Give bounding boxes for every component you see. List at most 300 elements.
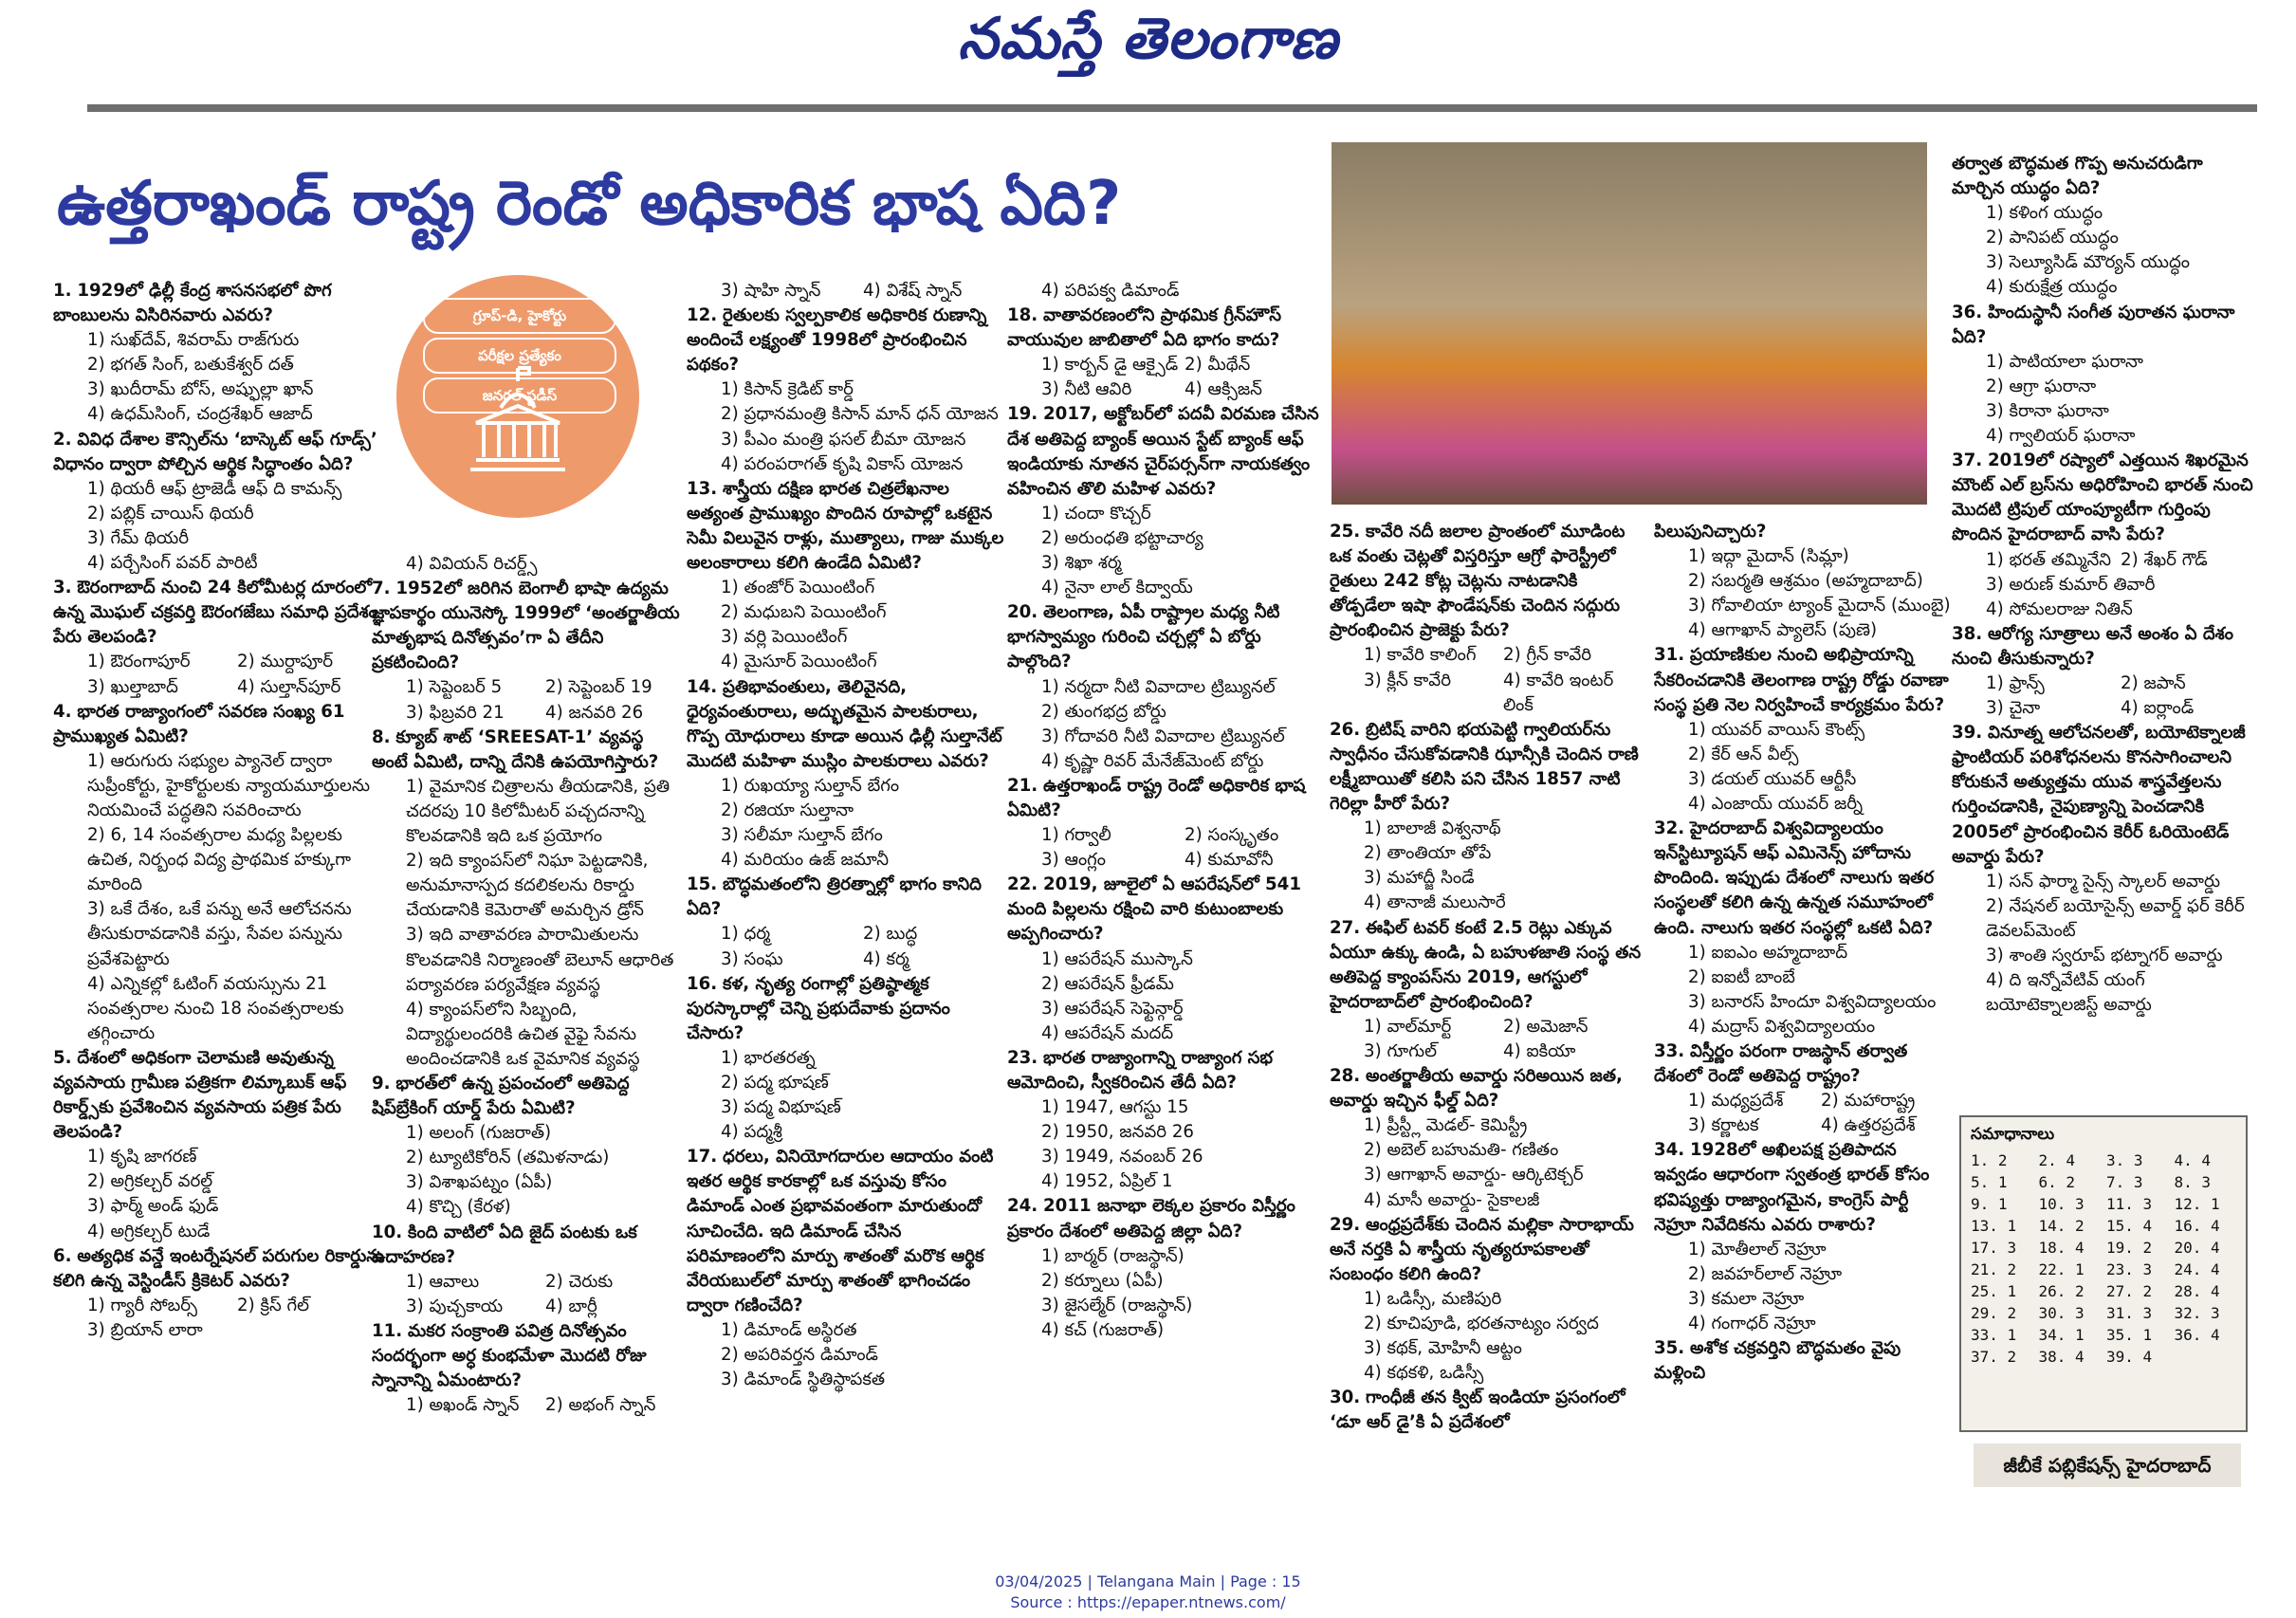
answer-cell: 22. 1 xyxy=(2038,1260,2085,1278)
option-label: 1) ఆపరేషన్ ముస్కాన్ xyxy=(1041,948,1193,969)
question-number: 39. xyxy=(1952,723,1983,744)
option-row xyxy=(1688,1113,1954,1138)
question-stem: హైదరాబాద్ విశ్వవిద్యాలయం ఇన్‌స్టిట్యూషన్ ఆఫ్ ఎమినెన్స్ హోదాను పొందింది. ఇప్పుడు దేశంలో నాలుగు ఇతర సంస్థలతో కలిగి ఉన్న ఉన్నత సమూహంలో ఉంది. నాలుగు ఇతర సంస్థల్లో ఒకటి ఏది? xyxy=(1654,818,1935,938)
question-item xyxy=(1330,1213,1643,1387)
option-label: 4) గ్వాలియర్ ఘరానా xyxy=(1986,426,2136,447)
question-number: 31. xyxy=(1654,645,1685,666)
option-label: 3) పద్మ విభూషణ్ xyxy=(721,1097,841,1118)
question-item xyxy=(1654,1336,1954,1386)
question-stem: 1952లో జరిగిన బెంగాలీ భాషా ఉద్యమ జ్ఞాపకార్థం యునెస్కో 1999లో ‘అంతర్జాతీయ మాతృభాష దినోత్సవం’గా ఏ తేదీని ప్రకటించింది? xyxy=(372,579,680,673)
option-label: 3) గోవాలియా ట్యాంక్ మైదాన్ (ముంబై) xyxy=(1688,596,1951,616)
option-row xyxy=(87,1294,387,1318)
question-item xyxy=(1952,721,2255,1018)
question-stem: భారత రాజ్యాంగాన్ని రాజ్యాంగ సభ ఆమోదించి, స్వీకరించిన తేదీ ఏది? xyxy=(1007,1047,1274,1093)
question-stem: విస్తీర్ణం పరంగా రాజస్థాన్ తర్వాత దేశంలో రెండో అతిపెద్ద రాష్ట్రం? xyxy=(1654,1040,1908,1087)
option-row xyxy=(1364,643,1643,668)
option-label: 3) గూగుల్ xyxy=(1364,1040,1437,1061)
option-label: 3) నీటి ఆవిరి xyxy=(1041,379,1132,400)
option-label: 4) కథకళి, ఒడిస్సీ xyxy=(1364,1363,1484,1384)
question-item xyxy=(372,1072,685,1221)
option-label: 2) మహారాష్ట్ర xyxy=(1821,1091,1916,1112)
question-column-6 xyxy=(1654,520,1954,1489)
option-label: 2) అరుంధతి భట్టాచార్య xyxy=(1041,527,1203,548)
question-item xyxy=(1007,1046,1328,1195)
option-label: 2) పబ్లిక్ చాయిస్ థియరీ xyxy=(87,503,254,524)
option-label: 2) అపరివర్తన డిమాండ్ xyxy=(721,1345,878,1366)
option-label: 1) గర్వాలీ xyxy=(1041,825,1111,846)
question-item xyxy=(1952,622,2255,721)
question-stem: తర్వాత బౌద్ధమత గొప్ప అనుచరుడిగా మార్చిన యుద్ధం ఏది? xyxy=(1952,154,2203,199)
question-text xyxy=(687,1145,1005,1318)
question-text xyxy=(687,972,1005,1046)
question-text xyxy=(1007,1194,1328,1243)
option-label: 4) ఐకియా xyxy=(1503,1040,1576,1061)
question-number: 18. xyxy=(1007,305,1038,326)
question-item xyxy=(53,428,387,577)
option-label: 1) బార్మర్ (రాజస్థాన్) xyxy=(1041,1245,1185,1266)
question-stem: కింది వాటిలో ఏది జైద్ పంటకు ఒక ఉదాహరణ? xyxy=(372,1222,637,1267)
question-number: 10. xyxy=(372,1222,403,1242)
option-label: 1) తంజోర్ పెయింటింగ్ xyxy=(721,578,875,598)
question-number: 9. xyxy=(372,1073,391,1094)
option-label: 4) మైసూర్ పెయింటింగ్ xyxy=(721,652,877,672)
question-item xyxy=(1007,1194,1328,1343)
option-label: 1) సన్ ఫార్మా సైన్స్ స్కాలర్ అవార్డు xyxy=(1986,871,2221,892)
question-number: 37. xyxy=(1952,450,1983,471)
answer-cell: 30. 3 xyxy=(2038,1304,2085,1322)
option-label: 3) బనారస్ హిందూ విశ్వవిద్యాలయం xyxy=(1688,991,1937,1012)
question-stem: శాస్త్రీయ దక్షిణ భారత చిత్రలేఖనాల అత్యంత ప్రాముఖ్యం పొందిన రూపాల్లో ఒకటైన సెమీ విలువైన రాళ్లు, ముత్యాలు, గాజు ముక్కల అలంకారాలు కలిగి ఉండేది ఏమిటి? xyxy=(687,478,1004,574)
option-label: 3) సెల్యూసిడ్ మౌర్యన్ యుద్ధం xyxy=(1986,252,2191,273)
option-label: 1) ఆవాలు xyxy=(406,1271,480,1292)
question-stem: అత్యధిక వన్డే ఇంటర్నేషనల్ పరుగుల రికార్డును కలిగి ఉన్న వెస్టిండీస్ క్రికెటర్ ఎవరు? xyxy=(53,1245,385,1291)
question-text xyxy=(1654,1336,1954,1386)
option-row xyxy=(406,1295,685,1319)
option-label: 4) మరియం ఉజ్ జమానీ xyxy=(721,850,890,871)
option-label: 1) ఫ్రాన్స్ xyxy=(1986,672,2045,693)
question-item xyxy=(1952,449,2255,622)
option-label: 2) చెరుకు xyxy=(545,1271,614,1292)
question-text xyxy=(53,576,387,650)
option-row xyxy=(721,947,1005,972)
question-stem: అంతర్జాతీయ అవార్డు సరిఅయిన జత, అవార్డు ఇచ్చిన ఫీల్డ్ ఏది? xyxy=(1330,1066,1623,1112)
answer-cell: 37. 2 xyxy=(1971,1348,2017,1366)
option-label: 4) తానాజీ మలుసారే xyxy=(1364,892,1506,913)
question-number: 23. xyxy=(1007,1047,1038,1068)
option-label: 1) కళింగ యుద్ధం xyxy=(1986,203,2103,224)
option-label: 2) కూచిపూడి, భరతనాట్యం సర్వద xyxy=(1364,1314,1599,1333)
option-label: 1) చందా కొచ్చర్ xyxy=(1041,503,1151,524)
option-label: 2) 6, 14 సంవత్సరాల మధ్య పిల్లలకు ఉచిత, నిర్బంధ విద్య ప్రాథమిక హక్కుగా మారింది xyxy=(87,825,352,895)
option-label: 3) డయల్ యువర్ ఆర్టీసీ xyxy=(1688,768,1857,789)
option-label: 1) రుఖయ్యా సుల్తాన్ బేగం xyxy=(721,775,900,796)
answer-key-box xyxy=(1959,1115,2248,1432)
question-item xyxy=(687,1145,1005,1392)
question-item xyxy=(1654,1138,1954,1336)
option-label: 2) బుద్ధ xyxy=(863,924,918,945)
answer-key-grid xyxy=(1961,1151,2246,1366)
section-badge xyxy=(396,275,639,518)
option-label: 1) అలంగ్ (గుజరాత్) xyxy=(406,1123,552,1144)
question-item xyxy=(53,279,387,428)
publisher-credit: జీబీకే పబ్లికేషన్స్ హైదరాబాద్ xyxy=(1974,1443,2241,1487)
option-label: 4) కుమావోనీ xyxy=(1185,850,1274,871)
question-stem: 2019లో రష్యాలో ఎత్తయిన శిఖరమైన మౌంట్ ఎల్ బ్రస్‌ను అధిరోహించి భారత్ నుంచి మొదటి ట్రిపుల్ యాంప్యూటీగా గుర్తింపు పొందిన హైదరాబాద్ వాసి పేరు? xyxy=(1952,450,2253,545)
answer-cell: 35. 1 xyxy=(2106,1326,2153,1344)
option-label: 2) క్రిస్ గేల్ xyxy=(237,1295,309,1315)
question-text xyxy=(53,428,387,477)
question-item xyxy=(1952,301,2255,450)
answer-cell: 25. 1 xyxy=(1971,1282,2017,1300)
question-text xyxy=(1330,916,1643,1015)
option-label: 4) క్యాంపస్‌లోని సిబ్బంది, విద్యార్థులందరికి ఉచిత వైఫై సేవను అందించడానికి ఒక వైమానిక వ్యవస్థ xyxy=(406,999,640,1069)
option-label: 4) మద్రాస్ విశ్వవిద్యాలయం xyxy=(1688,1016,1876,1037)
question-item xyxy=(687,972,1005,1146)
option-label: 3) ఒకే దేశం, ఒకే పన్ను అనే ఆలోచనను తీసుకురావడానికి వస్తు, సేవల పన్నును ప్రవేశపెట్టారు xyxy=(87,899,352,969)
question-text xyxy=(1952,622,2255,671)
question-item xyxy=(1654,1039,1954,1138)
question-stem: 2019, జూలైలో ఏ ఆపరేషన్‌లో 541 మంది పిల్లలను రక్షించి వారి కుటుంబాలకు అప్పగించారు? xyxy=(1007,874,1301,945)
question-stem: భారత రాజ్యాంగంలో సవరణ సంఖ్య 61 ప్రాముఖ్యత ఏమిటి? xyxy=(53,701,345,746)
question-text xyxy=(372,1221,685,1270)
answer-cell: 2. 4 xyxy=(2038,1151,2076,1169)
option-label: 1) కార్బన్ డై ఆక్సైడ్ xyxy=(1041,355,1179,376)
option-label: 3) కర్ణాటక xyxy=(1688,1115,1759,1136)
option-label: 1) వైమానిక చిత్రాలను తీయడానికి, ప్రతి చదరపు 10 కిలోమీటర్ పచ్చదనాన్ని కొలవడానికి ఇది ఒక ప్రయోగం xyxy=(406,776,670,847)
page-footer-source: Source : https://epaper.ntnews.com/ xyxy=(1010,1593,1286,1611)
question-text xyxy=(53,279,387,328)
answer-cell: 6. 2 xyxy=(2038,1173,2076,1191)
option-label: 4) కర్మ xyxy=(863,948,909,969)
question-item xyxy=(687,675,1005,873)
question-item xyxy=(1007,600,1328,774)
option-label: 4) జనవరి 26 xyxy=(545,702,644,723)
question-stem: ఉత్తరాఖండ్ రాష్ట్ర రెండో అధికారిక భాష ఏమిటి? xyxy=(1007,775,1306,820)
question-text xyxy=(372,1072,685,1121)
option-label: 1) భరత్ తమ్మినేని xyxy=(1986,549,2112,570)
option-label: 1) సెప్టెంబర్ 5 xyxy=(406,677,503,698)
question-text xyxy=(1952,301,2255,350)
option-label: 1) ఇద్గా మైదాన్ (సిమ్లా) xyxy=(1688,546,1849,567)
option-label: 1) బాలాజీ విశ్వనాథ్ xyxy=(1364,818,1501,839)
option-label: 2) 1950, జనవరి 26 xyxy=(1041,1122,1195,1143)
question-number: 28. xyxy=(1330,1066,1361,1087)
question-item xyxy=(372,726,685,1072)
option-row xyxy=(1688,1089,1954,1113)
question-item xyxy=(1007,303,1328,402)
question-item xyxy=(53,700,387,1046)
option-label: 4) విశేష్ స్నాన్ xyxy=(863,281,963,301)
option-label: 2) పానిపట్ యుద్ధం xyxy=(1986,228,2119,248)
question-text xyxy=(53,1244,387,1294)
option-label: 3) ఖుదీరామ్ బోస్, అష్ఫుల్లా ఖాన్ xyxy=(87,379,314,400)
option-label: 1) ప్రీస్ట్లీ మెడల్- కెమిస్ట్రీ xyxy=(1364,1115,1528,1136)
option-label: 4) గంగాధర్ నెహ్రూ xyxy=(1688,1314,1816,1333)
question-column-3 xyxy=(687,279,1005,1489)
option-label: 3) బ్రియాన్ లారా xyxy=(87,1319,203,1340)
option-label: 3) చైనా xyxy=(1986,698,2041,719)
option-label: 3) డిమాండ్ స్థితిస్థాపకత xyxy=(721,1370,886,1390)
page-footer-info: 03/04/2025 | Telangana Main | Page : 15 xyxy=(995,1572,1301,1590)
option-label: 4) కొచ్చి (కేరళ) xyxy=(406,1197,511,1218)
question-number: 5. xyxy=(53,1047,72,1068)
answer-cell: 16. 4 xyxy=(2174,1217,2220,1235)
option-label: 4) ఉధమ్‌సింగ్, చంద్రశేఖర్ ఆజాద్ xyxy=(87,404,313,425)
question-number: 15. xyxy=(687,874,718,895)
option-label: 1) థియరీ ఆఫ్ ట్రాజెడీ ఆఫ్ ది కామన్స్ xyxy=(87,478,342,499)
question-text xyxy=(1007,873,1328,947)
question-number: 21. xyxy=(1007,775,1038,796)
question-stem: ఈఫిల్ టవర్ కంటే 2.5 రెట్లు ఎక్కువ ఏయూ ఉక్కు ఉండి, ఏ బహుళజాతి సంస్థ తన అతిపెద్ద క్యాంపస్‌ను 2019, ఆగస్టులో హైదరాబాద్‌లో ప్రారంభించింది? xyxy=(1330,917,1642,1012)
question-stem: క్యూబ్ శాట్ ‘SREESAT-1’ వ్యవస్థ అంటే ఏమిటి, దాన్ని దేనికి ఉపయోగిస్తారు? xyxy=(372,726,659,772)
question-number: 29. xyxy=(1330,1214,1361,1235)
question-text xyxy=(1007,303,1328,353)
question-text xyxy=(1007,1046,1328,1095)
option-row xyxy=(87,650,387,674)
option-row xyxy=(1986,696,2255,721)
option-label: 2) మీథేన్ xyxy=(1185,355,1251,376)
option-row xyxy=(1364,1015,1643,1039)
answer-cell: 33. 1 xyxy=(1971,1326,2017,1344)
option-row xyxy=(1364,1039,1643,1064)
option-label: 4) కావేరి ఇంటర్ లింక్ xyxy=(1503,670,1614,715)
option-label: 1) కిసాన్ క్రెడిట్ కార్డ్ xyxy=(721,379,854,400)
option-label: 2) పద్మ భూషణ్ xyxy=(721,1073,829,1093)
answer-cell: 24. 4 xyxy=(2174,1260,2220,1278)
option-row xyxy=(1041,353,1328,377)
option-label: 4) కచ్ (గుజరాత్) xyxy=(1041,1319,1165,1340)
question-item xyxy=(1654,643,1954,817)
question-column-2 xyxy=(372,552,685,1489)
building-icon xyxy=(396,275,639,518)
question-text xyxy=(1952,721,2255,870)
question-item xyxy=(1330,520,1643,718)
question-stem: ప్రయాణికుల నుంచి అభిప్రాయాన్ని సేకరించడానికి తెలంగాణ రాష్ట్ర రోడ్డు రవాణా సంస్థ ప్రతి నెల నిర్వహించే కార్యక్రమం పేరు? xyxy=(1654,645,1949,715)
option-label: 3) విశాఖపట్నం (ఏపీ) xyxy=(406,1172,553,1193)
option-label: 4) కృష్ణా రివర్ మేనేజ్‌మెంట్ బోర్డు xyxy=(1041,750,1264,771)
option-label: 4) ఆపరేషన్ మదద్ xyxy=(1041,1022,1174,1043)
answer-cell: 36. 4 xyxy=(2174,1326,2220,1344)
option-label: 1) డిమాండ్ అస్థిరత xyxy=(721,1319,857,1340)
option-label: 3) క్లీన్ కావేరి xyxy=(1364,670,1451,690)
answer-cell: 9. 1 xyxy=(1971,1195,2008,1213)
question-text xyxy=(1330,1064,1643,1113)
question-column-1 xyxy=(53,279,387,1489)
option-label: 2) కేర్ ఆన్ వీల్స్ xyxy=(1688,744,1799,764)
answer-cell: 17. 3 xyxy=(1971,1239,2017,1257)
question-stem: హిందుస్థానీ సంగీత పురాతన ఘరానా ఏది? xyxy=(1952,302,2235,347)
option-label: 2) ఆపరేషన్ ఫ్రీడమ్ xyxy=(1041,973,1174,994)
option-label: 3) ఆపరేషన్ సెఫ్టెన్గార్డ్ xyxy=(1041,998,1184,1019)
question-stem: తెలంగాణ, ఏపీ రాష్ట్రాల మధ్య నీటి భాగస్వామ్యం గురించి చర్చల్లో ఏ బోర్డు పాల్గొంది? xyxy=(1007,602,1280,672)
option-label: 2) ఇది క్యాంపస్‌లో నిఘా పెట్టడానికి, అనుమానాస్పద కదలికలను రికార్డు చేయడానికి కెమెరాతో అమర్చిన డ్రోన్ xyxy=(406,851,649,921)
question-text xyxy=(687,873,1005,922)
option-label: 2) సబర్మతి ఆశ్రమం (అహ్మదాబాద్) xyxy=(1688,571,1923,592)
question-stem: ప్రతిభావంతులు, తెలివైనది, ధైర్యవంతురాలు, అద్భుతమైన పాలకురాలు, గొప్ప యోధురాలు కూడా అయిన ఢిల్లీ సుల్తానేట్ మొదటి మహిళా ముస్లిం పాలకురాలు ఎవరు? xyxy=(687,676,1002,771)
question-item xyxy=(1654,520,1954,643)
answer-cell: 18. 4 xyxy=(2038,1239,2085,1257)
answer-cell: 34. 1 xyxy=(2038,1326,2085,1344)
question-text xyxy=(53,700,387,749)
option-label: 1) ఐఐఎం అహ్మదాబాద్ xyxy=(1688,942,1848,963)
question-stem: వాతావరణంలోని ప్రాథమిక గ్రీన్‌హౌస్ వాయువుల జాబితాలో ఏది భాగం కాదు? xyxy=(1007,305,1281,351)
option-label: 1) నర్మదా నీటి వివాదాల ట్రిబ్యునల్ xyxy=(1041,676,1276,697)
question-item xyxy=(687,873,1005,971)
option-label: 2) భగత్ సింగ్, బతుకేశ్వర్ దత్ xyxy=(87,355,294,376)
question-text xyxy=(1952,152,2255,201)
question-stem: 1929లో ఢిల్లీ కేంద్ర శాసనసభలో పొగ బాంబులను విసిరినవారు ఎవరు? xyxy=(53,281,332,326)
question-text xyxy=(1952,449,2255,547)
question-stem: ఆంధ్రప్రదేశ్‌కు చెందిన మల్లికా సారాభాయ్ అనే నర్తకి ఏ శాస్త్రీయ నృత్యరూపకాలతో సంబంధం కలిగి ఉంది? xyxy=(1330,1214,1634,1284)
option-label: 2) అబెల్ బహుమతి- గణితం xyxy=(1364,1140,1559,1161)
question-item xyxy=(1654,817,1954,1039)
option-label: 4) బార్లీ xyxy=(545,1296,597,1316)
option-label: 2) అభంగ్ స్నాన్ xyxy=(545,1395,656,1416)
question-item xyxy=(687,279,1005,303)
question-number: 20. xyxy=(1007,602,1038,623)
answer-cell: 13. 1 xyxy=(1971,1217,2017,1235)
option-label: 1) ఒడిస్సీ, మణిపురి xyxy=(1364,1288,1502,1309)
question-number: 6. xyxy=(53,1245,72,1266)
question-number: 26. xyxy=(1330,719,1361,740)
question-number: 27. xyxy=(1330,917,1361,938)
question-item xyxy=(372,577,685,726)
option-row xyxy=(721,922,1005,947)
option-label: 2) గ్రీన్ కావేరి xyxy=(1503,645,1592,666)
question-stem: గాంధీజీ తన క్విట్ ఇండియా ప్రసంగంలో ‘డూ ఆర్ డై’కి ఏ ప్రదేశంలో xyxy=(1330,1388,1626,1433)
question-item xyxy=(1330,1386,1643,1435)
answer-cell: 8. 3 xyxy=(2174,1173,2212,1191)
question-stem: బ్రిటిష్ వారిని భయపెట్టి గ్వాలియర్‌ను స్వాధీనం చేసుకోవడానికి ఝాన్సీకి చెందిన రాణి లక్ష్మీబాయితో కలిసి పని చేసిన 1857 నాటి గెరిల్లా హీరో పేరు? xyxy=(1330,719,1639,815)
option-label: 2) కర్నూలు (ఏపీ) xyxy=(1041,1270,1164,1291)
answer-cell: 11. 3 xyxy=(2106,1195,2153,1213)
question-number: 19. xyxy=(1007,404,1038,425)
question-number: 25. xyxy=(1330,522,1361,542)
question-stem: ధరలు, వినియోగదారుల ఆదాయం వంటి ఇతర ఆర్థిక కారకాల్లో ఒక వస్తువు కోసం డిమాండ్ ఎంత ప్రభావవంతంగా మారుతుందో సూచించేది. ఇది డిమాండ్ చేసిన పరిమాణంలోని మార్పు శాతంతో మరొక ఆర్థిక వేరియబుల్‌లో మార్పు శాతంతో భాగించడం ద్వారా గణించేది? xyxy=(687,1147,994,1315)
option-label: 3) ఆగాఖాన్ అవార్డు- ఆర్కిటెక్చర్ xyxy=(1364,1165,1584,1186)
question-text xyxy=(372,1319,685,1393)
question-number: 13. xyxy=(687,478,718,499)
answer-cell: 29. 2 xyxy=(1971,1304,2017,1322)
answer-cell: 14. 2 xyxy=(2038,1217,2085,1235)
option-label: 4) పర్చేసింగ్ పవర్ పారిటీ xyxy=(87,553,258,574)
option-label: 2) ముర్దాపూర్ xyxy=(237,652,334,672)
question-number: 1. xyxy=(53,281,72,301)
option-label: 4) ది ఇన్నోవేటివ్ యంగ్ బయోటెక్నాలజిస్ట్ అవార్డు xyxy=(1986,970,2152,1016)
option-label: 2) ప్రధానమంత్రి కిసాన్ మాన్ ధన్ యోజన xyxy=(721,404,999,425)
option-row xyxy=(406,1270,685,1295)
option-row xyxy=(406,701,685,726)
question-text xyxy=(1330,1213,1643,1287)
question-stem: దేశంలో అధికంగా చెలామణి అవుతున్న వ్యవసాయ గ్రామీణ పత్రికగా లిమ్కాబుక్ ఆఫ్ రికార్డ్స్‌కు ప్రవేశించిన వ్యవసాయ పత్రిక పేరు తెలపండి? xyxy=(53,1047,347,1143)
question-number: 11. xyxy=(372,1320,403,1341)
option-label: 4) మాసీ అవార్డు- సైకాలజీ xyxy=(1364,1189,1540,1210)
question-stem: 1928లో అఖిలపక్ష ప్రతిపాదన ఇవ్వడం ఆధారంగా స్వతంత్ర భారత్ కోసం భవిష్యత్తు రాజ్యాంగమైన, కాంగ్రెస్ పార్టీ నెహ్రూ నివేదికను ఎవరు రాశారు? xyxy=(1654,1140,1930,1235)
option-label: 1) భారతరత్న xyxy=(721,1047,816,1068)
option-label: 3) పుచ్చకాయ xyxy=(406,1296,504,1316)
dancers-photo xyxy=(1332,142,1927,505)
answer-cell: 4. 4 xyxy=(2174,1151,2212,1169)
question-item xyxy=(687,303,1005,477)
question-column-5 xyxy=(1330,520,1643,1489)
question-number: 22. xyxy=(1007,874,1038,895)
question-item xyxy=(1007,774,1328,873)
badge-label-3: జనరల్ స్టడీస్ xyxy=(423,377,616,414)
option-row xyxy=(87,675,387,700)
option-label: 3) జైసల్మేర్ (రాజస్థాన్) xyxy=(1041,1295,1193,1315)
question-number: 14. xyxy=(687,676,718,697)
answer-cell: 3. 3 xyxy=(2106,1151,2143,1169)
option-label: 2) తుంగభద్ర బోర్డు xyxy=(1041,701,1166,722)
question-number: 35. xyxy=(1654,1338,1685,1359)
option-label: 2) సెప్టెంబర్ 19 xyxy=(545,677,652,698)
question-item xyxy=(372,1319,685,1418)
option-label: 1) సుఖ్‌దేవ్, శివరామ్ రాజ్‌గురు xyxy=(87,330,300,351)
question-item xyxy=(53,576,387,699)
option-row xyxy=(406,675,685,700)
question-text xyxy=(1654,643,1954,717)
option-label: 3) గేమ్ థియరీ xyxy=(87,527,190,548)
option-label: 3) మహాద్జీ సిండే xyxy=(1364,868,1475,889)
question-item xyxy=(1007,279,1328,303)
question-number: 24. xyxy=(1007,1196,1038,1217)
question-text xyxy=(1330,1386,1643,1435)
question-stem: ఔరంగాబాద్ నుంచి 24 కిలోమీటర్ల దూరంలో ఉన్న మొఘల్ చక్రవర్తి ఔరంగజేబు సమాధి ప్రదేశం పేరు తెలపండి? xyxy=(53,578,377,648)
answer-cell: 32. 3 xyxy=(2174,1304,2220,1322)
question-number: 8. xyxy=(372,726,391,747)
question-number: 34. xyxy=(1654,1140,1685,1161)
question-number: 38. xyxy=(1952,623,1983,644)
option-label: 2) సంస్కృతం xyxy=(1185,825,1279,846)
question-stem: కళ, నృత్య రంగాల్లో ప్రతిష్ఠాత్మక పురస్కారాల్లో చెన్ని ప్రభుదేవాకు ప్రదానం చేసారు? xyxy=(687,973,950,1043)
option-label: 4) ఆక్సిజన్ xyxy=(1185,379,1262,400)
question-stem: వినూత్న ఆలోచనలతో, బయోటెక్నాలజీ ఫ్రాంటియర్ పరిశోధనలను కొనసాగించాలని కోరుకునే అత్యుత్తమ యువ శాస్త్రవేత్తలను గుర్తించడానికి, నైపుణ్యాన్ని పెంచడానికి 2005లో ప్రారంభించిన కెరీర్ ఓరియెంటెడ్ అవార్డు పేరు? xyxy=(1952,723,2246,867)
option-row xyxy=(1041,823,1328,848)
option-label: 3) శిఖా శర్మ xyxy=(1041,553,1122,574)
question-stem: కావేరి నదీ జలాల ప్రాంతంలో మూడింట ఒక వంతు చెట్లతో విస్తరిస్తూ ఆగ్రో ఫారెస్ట్రీలో రైతులు 242 కోట్ల చెట్లను నాటడానికి తోడ్పడేలా ఇషా ఫౌండేషన్‌కు చెందిన సద్గురు ప్రారంభించిన ప్రాజెక్టు పేరు? xyxy=(1330,522,1626,641)
option-label: 4) 1952, ఏప్రిల్ 1 xyxy=(1041,1171,1173,1192)
option-label: 3) పీఎం మంత్రి ఫసల్ బీమా యోజన xyxy=(721,429,966,450)
question-stem: 2011 జనాభా లెక్కల ప్రకారం విస్తీర్ణం ప్రకారం దేశంలో అతిపెద్ద జిల్లా ఏది? xyxy=(1007,1196,1295,1241)
option-row xyxy=(1364,669,1643,718)
option-label: 3) సలీమా సుల్తాన్ బేగం xyxy=(721,825,883,846)
answer-key-title: సమాధానాలు xyxy=(1971,1125,2055,1144)
option-label: 3) ఖుల్తాబాద్ xyxy=(87,676,178,697)
question-text xyxy=(687,675,1005,774)
question-number: 12. xyxy=(687,305,718,326)
question-text xyxy=(1007,402,1328,501)
answer-cell: 23. 3 xyxy=(2106,1260,2153,1278)
question-item xyxy=(1007,402,1328,600)
option-row xyxy=(1041,848,1328,873)
question-stem: బౌద్ధమతంలోని త్రిరత్నాల్లో భాగం కానిది ఏది? xyxy=(687,874,982,920)
question-number: 33. xyxy=(1654,1040,1685,1061)
question-stem: వివిధ దేశాల కౌన్సిల్‌ను ‘బాస్కెట్ ఆఫ్ గూడ్స్’ విధానం ద్వారా పోల్చిన ఆర్థిక సిద్ధాంతం ఏది? xyxy=(53,429,377,474)
question-stem: భారత్‌లో ఉన్న ప్రపంచంలో అతిపెద్ద షిప్‌బ్రేకింగ్ యార్డ్ పేరు ఏమిటి? xyxy=(372,1073,630,1119)
question-text xyxy=(1330,520,1643,643)
option-label: 3) సంఘ xyxy=(721,948,783,969)
option-label: 1) మోతీలాల్ నెహ్రూ xyxy=(1688,1239,1827,1259)
option-label: 4) వివియన్ రిచర్డ్స్ xyxy=(406,554,538,574)
answer-cell: 19. 2 xyxy=(2106,1239,2153,1257)
answer-cell: 5. 1 xyxy=(1971,1173,2008,1191)
question-number: 17. xyxy=(687,1147,718,1168)
option-label: 2) జవహర్‌లాల్ నెహ్రూ xyxy=(1688,1263,1843,1284)
question-item xyxy=(372,1221,685,1319)
question-stem: అశోక చక్రవర్తిని బౌద్ధమతం వైపు మళ్లించి xyxy=(1654,1338,1901,1384)
option-label: 3) వర్లి పెయింటింగ్ xyxy=(721,627,848,648)
option-label: 2) అగ్రికల్చర్ వరల్డ్ xyxy=(87,1171,213,1192)
